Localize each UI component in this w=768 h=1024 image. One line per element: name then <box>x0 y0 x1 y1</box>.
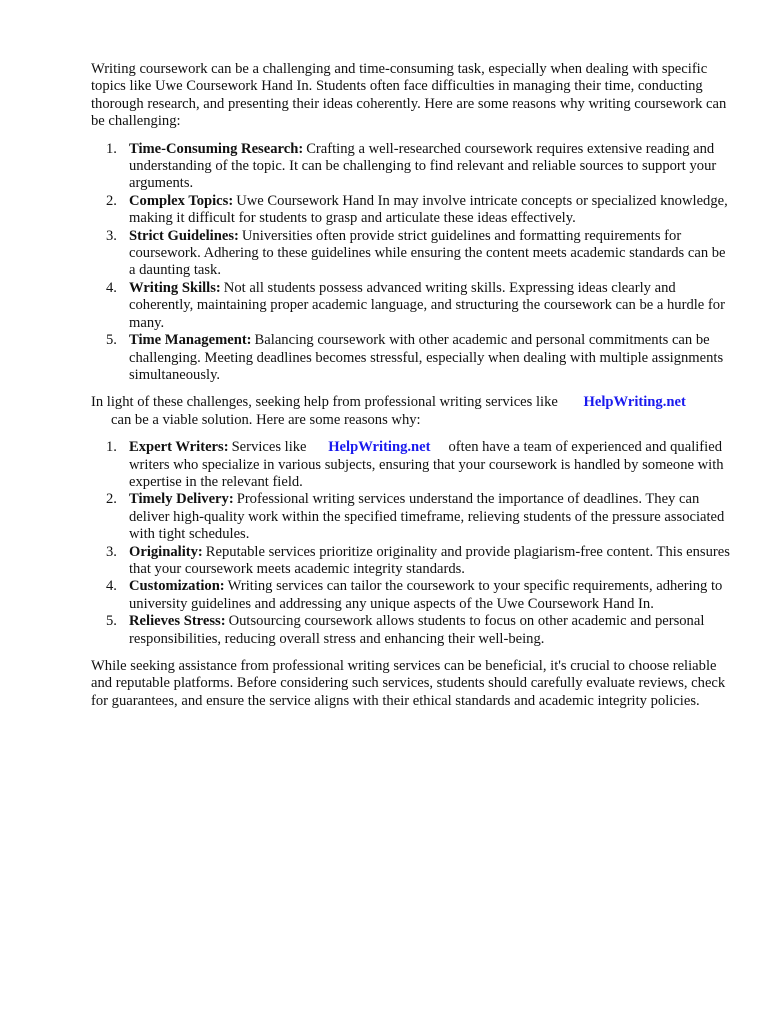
conclusion-paragraph: While seeking assistance from professional writing services can be beneficial, it's crucial to choose reliable and reputable platforms. Before considering such services, students should carefully evaluate reviews, check for guarantees, and ensure the service aligns with their ethical standards and academic integrity policies. <box>91 658 726 709</box>
list-number: 3. <box>106 227 117 244</box>
list-item <box>91 332 731 384</box>
list-number: 4. <box>106 279 117 296</box>
list-text: Uwe Coursework Hand In may involve intricate concepts or specialized knowledge, making it difficult for students to grasp and articulate these ideas effectively. <box>129 192 728 227</box>
list-term: Complex Topics: <box>129 192 234 209</box>
list-term: Time Management: <box>129 332 252 349</box>
list-number: 2. <box>106 491 117 508</box>
list-term: Expert Writers: <box>129 439 229 456</box>
list-item <box>91 613 731 648</box>
transition-paragraph <box>91 394 731 429</box>
transition-text-before: In light of these challenges, seeking help from professional writing services like <box>91 394 558 411</box>
list-number: 5. <box>106 332 117 349</box>
transition-text-after: can be a viable solution. Here are some reasons why: <box>111 411 421 428</box>
list-number: 1. <box>106 439 117 456</box>
list-text-before-link: Services like <box>231 439 307 456</box>
list-number: 1. <box>106 140 117 157</box>
list-term: Strict Guidelines: <box>129 227 239 244</box>
list-number: 5. <box>106 613 117 630</box>
helpwriting-link[interactable]: HelpWriting.net <box>328 439 431 456</box>
reasons-list <box>91 439 731 648</box>
helpwriting-link[interactable]: HelpWriting.net <box>583 394 686 411</box>
list-term: Writing Skills: <box>129 279 221 296</box>
challenges-list <box>91 141 731 385</box>
list-term: Relieves Stress: <box>129 613 226 630</box>
list-number: 3. <box>106 543 117 560</box>
list-text: Balancing coursework with other academic and personal commitments can be challenging. Meeting deadlines becomes stressful, especially when dealing with multiple assignments simultaneously. <box>129 332 724 383</box>
list-number: 2. <box>106 192 117 209</box>
list-text: Writing services can tailor the coursework to your specific requirements, adhering to university guidelines and addressing any unique aspects of the Uwe Coursework Hand In. <box>129 578 723 612</box>
list-term: Time-Consuming Research: <box>129 140 304 157</box>
list-term: Timely Delivery: <box>129 491 234 508</box>
list-number: 4. <box>106 578 117 595</box>
list-text: Professional writing services understand the importance of deadlines. They can deliver high-quality work within the specified timeframe, relieving students of the pressure associated with tight schedules. <box>129 491 725 543</box>
list-item <box>91 544 731 579</box>
list-item <box>91 439 731 491</box>
document-page <box>91 61 731 710</box>
list-text: Outsourcing coursework allows students to focus on other academic and personal responsibilities, reducing overall stress and enhancing their well-being. <box>129 613 705 647</box>
list-text: Crafting a well-researched coursework requires extensive reading and understanding of the topic. It can be challenging to find relevant and reliable sources to support your arguments. <box>129 140 717 192</box>
intro-paragraph: Writing coursework can be a challenging and time-consuming task, especially when dealing with specific topics like Uwe Coursework Hand In. Students often face difficulties in managing their time, conducting thorough research, and presenting their ideas coherently. Here are some reasons why writing coursework can be challenging: <box>91 61 727 130</box>
list-text: Not all students possess advanced writing skills. Expressing ideas clearly and coherently, maintaining proper academic language, and structuring the coursework can be a hurdle for many. <box>129 279 725 331</box>
list-item <box>91 578 731 613</box>
list-item <box>91 491 731 543</box>
list-item <box>91 193 731 228</box>
list-item <box>91 280 731 332</box>
list-item <box>91 141 731 193</box>
list-text: Universities often provide strict guidelines and formatting requirements for coursework. Adhering to these guidelines while ensuring the content meets academic standards can be a daunting task. <box>129 227 726 279</box>
list-term: Originality: <box>129 543 203 560</box>
list-text: Reputable services prioritize originality and provide plagiarism-free content. This ensures that your coursework meets academic integrity standards. <box>129 543 730 577</box>
list-term: Customization: <box>129 578 225 595</box>
list-text: often have a team of experienced and qualified writers who specialize in various subjects, ensuring that your coursework is handled by someone with expertise in the relevant field. <box>129 439 724 490</box>
list-item <box>91 228 731 280</box>
